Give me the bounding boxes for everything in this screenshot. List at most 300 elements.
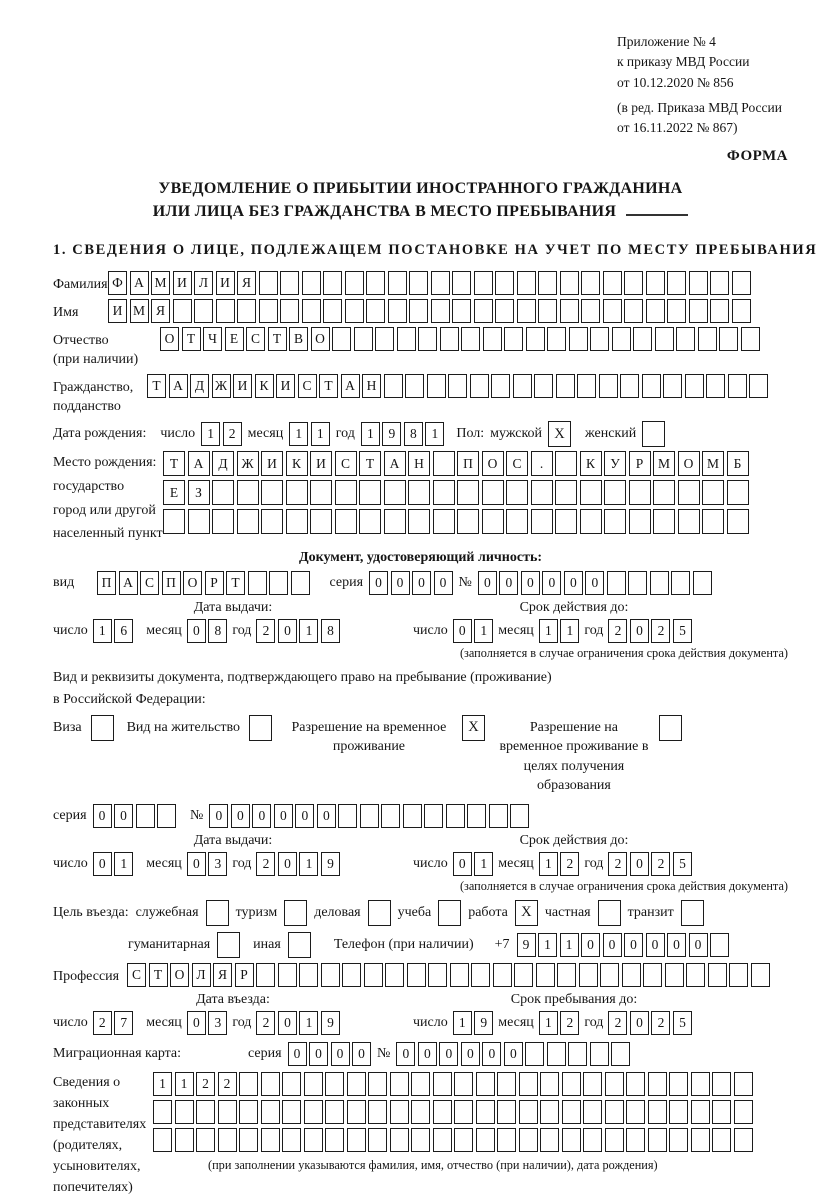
char-cell[interactable]	[359, 480, 381, 505]
char-cell[interactable]	[562, 1128, 581, 1152]
char-cell[interactable]	[175, 1100, 194, 1124]
char-cell[interactable]	[547, 1042, 566, 1066]
birth-place-input-row2[interactable]	[163, 480, 749, 505]
stay-expiry-month-input[interactable]	[539, 852, 580, 876]
char-cell[interactable]: 1	[153, 1072, 172, 1096]
char-cell[interactable]	[196, 1128, 215, 1152]
char-cell[interactable]	[624, 299, 643, 323]
char-cell[interactable]: Т	[226, 571, 245, 595]
char-cell[interactable]	[678, 480, 700, 505]
char-cell[interactable]	[218, 1100, 237, 1124]
char-cell[interactable]	[712, 1072, 731, 1096]
doc-expiry-day-input[interactable]	[453, 619, 494, 643]
char-cell[interactable]	[482, 480, 504, 505]
char-cell[interactable]	[698, 327, 717, 351]
char-cell[interactable]: 1	[474, 852, 493, 876]
char-cell[interactable]: 0	[630, 619, 649, 643]
mc-series-input[interactable]	[288, 1042, 372, 1066]
char-cell[interactable]: Е	[163, 480, 185, 505]
char-cell[interactable]	[384, 374, 403, 398]
profession-input[interactable]	[127, 963, 770, 987]
char-cell[interactable]: 1	[93, 619, 112, 643]
char-cell[interactable]: 2	[608, 619, 627, 643]
stay-series-input[interactable]	[93, 804, 177, 828]
char-cell[interactable]	[325, 1072, 344, 1096]
char-cell[interactable]	[323, 299, 342, 323]
char-cell[interactable]: 2	[93, 1011, 112, 1035]
char-cell[interactable]	[555, 509, 577, 534]
char-cell[interactable]	[194, 299, 213, 323]
char-cell[interactable]	[514, 963, 533, 987]
char-cell[interactable]	[719, 327, 738, 351]
char-cell[interactable]	[368, 1128, 387, 1152]
char-cell[interactable]	[385, 963, 404, 987]
char-cell[interactable]	[569, 327, 588, 351]
char-cell[interactable]	[603, 299, 622, 323]
char-cell[interactable]: 1	[361, 422, 380, 446]
char-cell[interactable]	[388, 299, 407, 323]
char-cell[interactable]	[446, 804, 465, 828]
char-cell[interactable]	[734, 1072, 753, 1096]
char-cell[interactable]: 0	[461, 1042, 480, 1066]
char-cell[interactable]	[531, 480, 553, 505]
char-cell[interactable]: .	[531, 451, 553, 476]
char-cell[interactable]	[452, 271, 471, 295]
char-cell[interactable]: Н	[362, 374, 381, 398]
char-cell[interactable]	[497, 1128, 516, 1152]
char-cell[interactable]: 2	[196, 1072, 215, 1096]
char-cell[interactable]	[163, 509, 185, 534]
char-cell[interactable]: 1	[299, 852, 318, 876]
char-cell[interactable]	[648, 1100, 667, 1124]
char-cell[interactable]	[604, 480, 626, 505]
char-cell[interactable]	[332, 327, 351, 351]
char-cell[interactable]: 2	[218, 1072, 237, 1096]
char-cell[interactable]	[368, 1100, 387, 1124]
char-cell[interactable]: Р	[629, 451, 651, 476]
char-cell[interactable]	[534, 374, 553, 398]
entry-month-input[interactable]	[187, 1011, 228, 1035]
char-cell[interactable]	[408, 509, 430, 534]
char-cell[interactable]: 2	[651, 1011, 670, 1035]
char-cell[interactable]: С	[506, 451, 528, 476]
char-cell[interactable]: 0	[624, 933, 643, 957]
char-cell[interactable]	[605, 1100, 624, 1124]
char-cell[interactable]	[557, 963, 576, 987]
char-cell[interactable]: Р	[235, 963, 254, 987]
char-cell[interactable]	[643, 963, 662, 987]
char-cell[interactable]	[669, 1100, 688, 1124]
char-cell[interactable]	[727, 509, 749, 534]
purpose-tourism-checkbox[interactable]	[284, 900, 307, 926]
char-cell[interactable]	[519, 1072, 538, 1096]
char-cell[interactable]	[540, 1128, 559, 1152]
char-cell[interactable]	[248, 571, 267, 595]
birth-day-input[interactable]	[201, 422, 242, 446]
char-cell[interactable]	[325, 1100, 344, 1124]
char-cell[interactable]	[433, 509, 455, 534]
char-cell[interactable]	[491, 374, 510, 398]
char-cell[interactable]: Ж	[237, 451, 259, 476]
char-cell[interactable]: О	[678, 451, 700, 476]
char-cell[interactable]: 0	[352, 1042, 371, 1066]
char-cell[interactable]	[347, 1072, 366, 1096]
char-cell[interactable]	[269, 571, 288, 595]
char-cell[interactable]: И	[173, 271, 192, 295]
char-cell[interactable]: 2	[608, 1011, 627, 1035]
char-cell[interactable]	[282, 1128, 301, 1152]
char-cell[interactable]	[629, 509, 651, 534]
purpose-humanitarian-checkbox[interactable]	[217, 932, 240, 958]
char-cell[interactable]	[706, 374, 725, 398]
char-cell[interactable]: 8	[208, 619, 227, 643]
char-cell[interactable]: И	[233, 374, 252, 398]
char-cell[interactable]: 1	[539, 1011, 558, 1035]
char-cell[interactable]	[727, 480, 749, 505]
char-cell[interactable]: 2	[223, 422, 242, 446]
char-cell[interactable]	[212, 509, 234, 534]
char-cell[interactable]	[390, 1128, 409, 1152]
char-cell[interactable]	[555, 451, 577, 476]
char-cell[interactable]: Л	[192, 963, 211, 987]
char-cell[interactable]	[583, 1072, 602, 1096]
char-cell[interactable]: 0	[317, 804, 336, 828]
char-cell[interactable]: 2	[560, 1011, 579, 1035]
char-cell[interactable]	[497, 1100, 516, 1124]
char-cell[interactable]	[302, 299, 321, 323]
char-cell[interactable]	[712, 1128, 731, 1152]
char-cell[interactable]	[286, 480, 308, 505]
char-cell[interactable]	[604, 509, 626, 534]
char-cell[interactable]	[474, 271, 493, 295]
char-cell[interactable]: К	[286, 451, 308, 476]
char-cell[interactable]	[646, 299, 665, 323]
char-cell[interactable]	[655, 327, 674, 351]
char-cell[interactable]: 0	[667, 933, 686, 957]
char-cell[interactable]	[678, 509, 700, 534]
char-cell[interactable]: Е	[225, 327, 244, 351]
char-cell[interactable]: 3	[208, 1011, 227, 1035]
char-cell[interactable]	[562, 1100, 581, 1124]
char-cell[interactable]	[310, 480, 332, 505]
char-cell[interactable]: 1	[201, 422, 220, 446]
char-cell[interactable]: 0	[288, 1042, 307, 1066]
char-cell[interactable]	[424, 804, 443, 828]
char-cell[interactable]	[702, 480, 724, 505]
char-cell[interactable]	[291, 571, 310, 595]
char-cell[interactable]: 1	[539, 852, 558, 876]
sex-male-checkbox[interactable]: X	[548, 421, 571, 447]
char-cell[interactable]: 1	[560, 933, 579, 957]
char-cell[interactable]: 1	[299, 619, 318, 643]
char-cell[interactable]: 0	[542, 571, 561, 595]
char-cell[interactable]: 0	[418, 1042, 437, 1066]
char-cell[interactable]	[734, 1100, 753, 1124]
char-cell[interactable]	[691, 1100, 710, 1124]
char-cell[interactable]: Т	[149, 963, 168, 987]
doc-expiry-year-input[interactable]	[608, 619, 692, 643]
char-cell[interactable]	[321, 963, 340, 987]
char-cell[interactable]	[433, 1128, 452, 1152]
char-cell[interactable]: 0	[499, 571, 518, 595]
char-cell[interactable]	[375, 327, 394, 351]
char-cell[interactable]: 0	[309, 1042, 328, 1066]
char-cell[interactable]: Я	[237, 271, 256, 295]
char-cell[interactable]	[427, 374, 446, 398]
char-cell[interactable]	[388, 271, 407, 295]
char-cell[interactable]: 0	[521, 571, 540, 595]
char-cell[interactable]	[476, 1128, 495, 1152]
char-cell[interactable]: 0	[391, 571, 410, 595]
char-cell[interactable]	[237, 299, 256, 323]
char-cell[interactable]	[583, 1128, 602, 1152]
char-cell[interactable]	[547, 327, 566, 351]
char-cell[interactable]: М	[702, 451, 724, 476]
char-cell[interactable]	[495, 299, 514, 323]
char-cell[interactable]	[620, 374, 639, 398]
char-cell[interactable]: 2	[651, 619, 670, 643]
char-cell[interactable]	[555, 480, 577, 505]
char-cell[interactable]	[648, 1128, 667, 1152]
char-cell[interactable]	[452, 299, 471, 323]
char-cell[interactable]: Д	[212, 451, 234, 476]
char-cell[interactable]	[405, 374, 424, 398]
char-cell[interactable]: П	[97, 571, 116, 595]
char-cell[interactable]: 2	[560, 852, 579, 876]
char-cell[interactable]	[577, 374, 596, 398]
char-cell[interactable]: Я	[213, 963, 232, 987]
char-cell[interactable]	[583, 1100, 602, 1124]
purpose-other-checkbox[interactable]	[288, 932, 311, 958]
char-cell[interactable]: А	[169, 374, 188, 398]
char-cell[interactable]	[345, 271, 364, 295]
char-cell[interactable]: Д	[190, 374, 209, 398]
char-cell[interactable]	[536, 963, 555, 987]
char-cell[interactable]: 1	[539, 619, 558, 643]
char-cell[interactable]	[624, 271, 643, 295]
char-cell[interactable]	[519, 1128, 538, 1152]
char-cell[interactable]	[525, 1042, 544, 1066]
char-cell[interactable]	[710, 271, 729, 295]
char-cell[interactable]	[519, 1100, 538, 1124]
char-cell[interactable]	[506, 480, 528, 505]
char-cell[interactable]	[538, 299, 557, 323]
char-cell[interactable]: 0	[646, 933, 665, 957]
char-cell[interactable]: Т	[163, 451, 185, 476]
char-cell[interactable]	[261, 1100, 280, 1124]
char-cell[interactable]: С	[335, 451, 357, 476]
char-cell[interactable]	[495, 271, 514, 295]
char-cell[interactable]	[560, 271, 579, 295]
stay-expiry-day-input[interactable]	[453, 852, 494, 876]
char-cell[interactable]	[710, 933, 729, 957]
char-cell[interactable]: Р	[205, 571, 224, 595]
char-cell[interactable]	[470, 374, 489, 398]
doc-issue-year-input[interactable]	[256, 619, 340, 643]
char-cell[interactable]: 0	[93, 804, 112, 828]
char-cell[interactable]	[605, 1072, 624, 1096]
char-cell[interactable]	[510, 804, 529, 828]
char-cell[interactable]	[345, 299, 364, 323]
char-cell[interactable]	[282, 1072, 301, 1096]
char-cell[interactable]	[411, 1128, 430, 1152]
char-cell[interactable]	[408, 480, 430, 505]
char-cell[interactable]	[239, 1128, 258, 1152]
residence-permit-checkbox[interactable]	[249, 715, 272, 741]
char-cell[interactable]: 9	[321, 1011, 340, 1035]
char-cell[interactable]	[347, 1100, 366, 1124]
char-cell[interactable]: 1	[425, 422, 444, 446]
given-name-input[interactable]	[108, 299, 751, 323]
char-cell[interactable]: Ф	[108, 271, 127, 295]
char-cell[interactable]: 3	[208, 852, 227, 876]
char-cell[interactable]	[686, 963, 705, 987]
edu-residence-checkbox[interactable]	[659, 715, 682, 741]
char-cell[interactable]	[335, 480, 357, 505]
citizenship-input[interactable]	[147, 374, 768, 398]
char-cell[interactable]	[364, 963, 383, 987]
char-cell[interactable]	[397, 327, 416, 351]
char-cell[interactable]: З	[188, 480, 210, 505]
char-cell[interactable]	[467, 804, 486, 828]
char-cell[interactable]	[526, 327, 545, 351]
char-cell[interactable]	[457, 480, 479, 505]
char-cell[interactable]: С	[127, 963, 146, 987]
char-cell[interactable]: 5	[673, 852, 692, 876]
char-cell[interactable]	[304, 1128, 323, 1152]
char-cell[interactable]: 0	[396, 1042, 415, 1066]
char-cell[interactable]: 0	[630, 852, 649, 876]
char-cell[interactable]	[671, 571, 690, 595]
char-cell[interactable]: Л	[194, 271, 213, 295]
char-cell[interactable]: И	[310, 451, 332, 476]
char-cell[interactable]	[450, 963, 469, 987]
char-cell[interactable]: К	[255, 374, 274, 398]
char-cell[interactable]: С	[140, 571, 159, 595]
char-cell[interactable]	[710, 299, 729, 323]
char-cell[interactable]: О	[183, 571, 202, 595]
char-cell[interactable]	[590, 1042, 609, 1066]
char-cell[interactable]: 0	[114, 804, 133, 828]
purpose-study-checkbox[interactable]	[438, 900, 461, 926]
char-cell[interactable]: 8	[404, 422, 423, 446]
birth-place-input-row1[interactable]	[163, 451, 749, 476]
char-cell[interactable]	[433, 1072, 452, 1096]
char-cell[interactable]: 1	[560, 619, 579, 643]
char-cell[interactable]	[471, 963, 490, 987]
char-cell[interactable]	[556, 374, 575, 398]
char-cell[interactable]: 9	[321, 852, 340, 876]
char-cell[interactable]: А	[188, 451, 210, 476]
stay-until-month-input[interactable]	[539, 1011, 580, 1035]
char-cell[interactable]	[622, 963, 641, 987]
char-cell[interactable]	[476, 1072, 495, 1096]
char-cell[interactable]	[474, 299, 493, 323]
char-cell[interactable]: 2	[256, 1011, 275, 1035]
char-cell[interactable]: 0	[187, 852, 206, 876]
char-cell[interactable]: Т	[182, 327, 201, 351]
char-cell[interactable]: В	[289, 327, 308, 351]
char-cell[interactable]	[751, 963, 770, 987]
char-cell[interactable]	[384, 509, 406, 534]
char-cell[interactable]: 1	[453, 1011, 472, 1035]
stay-expiry-year-input[interactable]	[608, 852, 692, 876]
stay-until-year-input[interactable]	[608, 1011, 692, 1035]
visa-checkbox[interactable]	[91, 715, 114, 741]
char-cell[interactable]: 0	[187, 1011, 206, 1035]
char-cell[interactable]	[153, 1100, 172, 1124]
sex-female-checkbox[interactable]	[642, 421, 665, 447]
surname-input[interactable]	[108, 271, 751, 295]
char-cell[interactable]	[669, 1072, 688, 1096]
char-cell[interactable]	[653, 480, 675, 505]
char-cell[interactable]: Т	[147, 374, 166, 398]
char-cell[interactable]: 0	[453, 852, 472, 876]
char-cell[interactable]	[454, 1100, 473, 1124]
phone-input[interactable]	[517, 933, 730, 957]
char-cell[interactable]	[136, 804, 155, 828]
char-cell[interactable]	[653, 509, 675, 534]
char-cell[interactable]	[605, 1128, 624, 1152]
char-cell[interactable]	[476, 1100, 495, 1124]
char-cell[interactable]	[665, 963, 684, 987]
char-cell[interactable]	[689, 299, 708, 323]
char-cell[interactable]	[493, 963, 512, 987]
char-cell[interactable]	[335, 509, 357, 534]
char-cell[interactable]	[581, 299, 600, 323]
temp-residence-checkbox[interactable]: X	[462, 715, 485, 741]
char-cell[interactable]	[282, 1100, 301, 1124]
char-cell[interactable]	[648, 1072, 667, 1096]
char-cell[interactable]: 0	[434, 571, 453, 595]
doc-expiry-month-input[interactable]	[539, 619, 580, 643]
char-cell[interactable]	[338, 804, 357, 828]
char-cell[interactable]	[299, 963, 318, 987]
char-cell[interactable]	[483, 327, 502, 351]
char-cell[interactable]	[310, 509, 332, 534]
char-cell[interactable]	[304, 1072, 323, 1096]
char-cell[interactable]	[173, 299, 192, 323]
char-cell[interactable]: Т	[359, 451, 381, 476]
char-cell[interactable]: 0	[603, 933, 622, 957]
char-cell[interactable]	[506, 509, 528, 534]
char-cell[interactable]	[708, 963, 727, 987]
char-cell[interactable]	[600, 963, 619, 987]
birth-place-input-row3[interactable]	[163, 509, 749, 534]
char-cell[interactable]	[517, 299, 536, 323]
char-cell[interactable]	[212, 480, 234, 505]
char-cell[interactable]	[562, 1072, 581, 1096]
char-cell[interactable]: 0	[278, 1011, 297, 1035]
char-cell[interactable]	[685, 374, 704, 398]
char-cell[interactable]: 0	[187, 619, 206, 643]
char-cell[interactable]	[689, 271, 708, 295]
char-cell[interactable]: Ж	[212, 374, 231, 398]
char-cell[interactable]: П	[457, 451, 479, 476]
char-cell[interactable]: А	[341, 374, 360, 398]
doc-kind-input[interactable]	[97, 571, 310, 595]
char-cell[interactable]: П	[162, 571, 181, 595]
char-cell[interactable]	[433, 451, 455, 476]
char-cell[interactable]	[304, 1100, 323, 1124]
char-cell[interactable]: 0	[369, 571, 388, 595]
char-cell[interactable]: 0	[93, 852, 112, 876]
char-cell[interactable]	[280, 299, 299, 323]
char-cell[interactable]	[642, 374, 661, 398]
char-cell[interactable]	[540, 1100, 559, 1124]
doc-number-input[interactable]	[478, 571, 712, 595]
char-cell[interactable]	[581, 271, 600, 295]
